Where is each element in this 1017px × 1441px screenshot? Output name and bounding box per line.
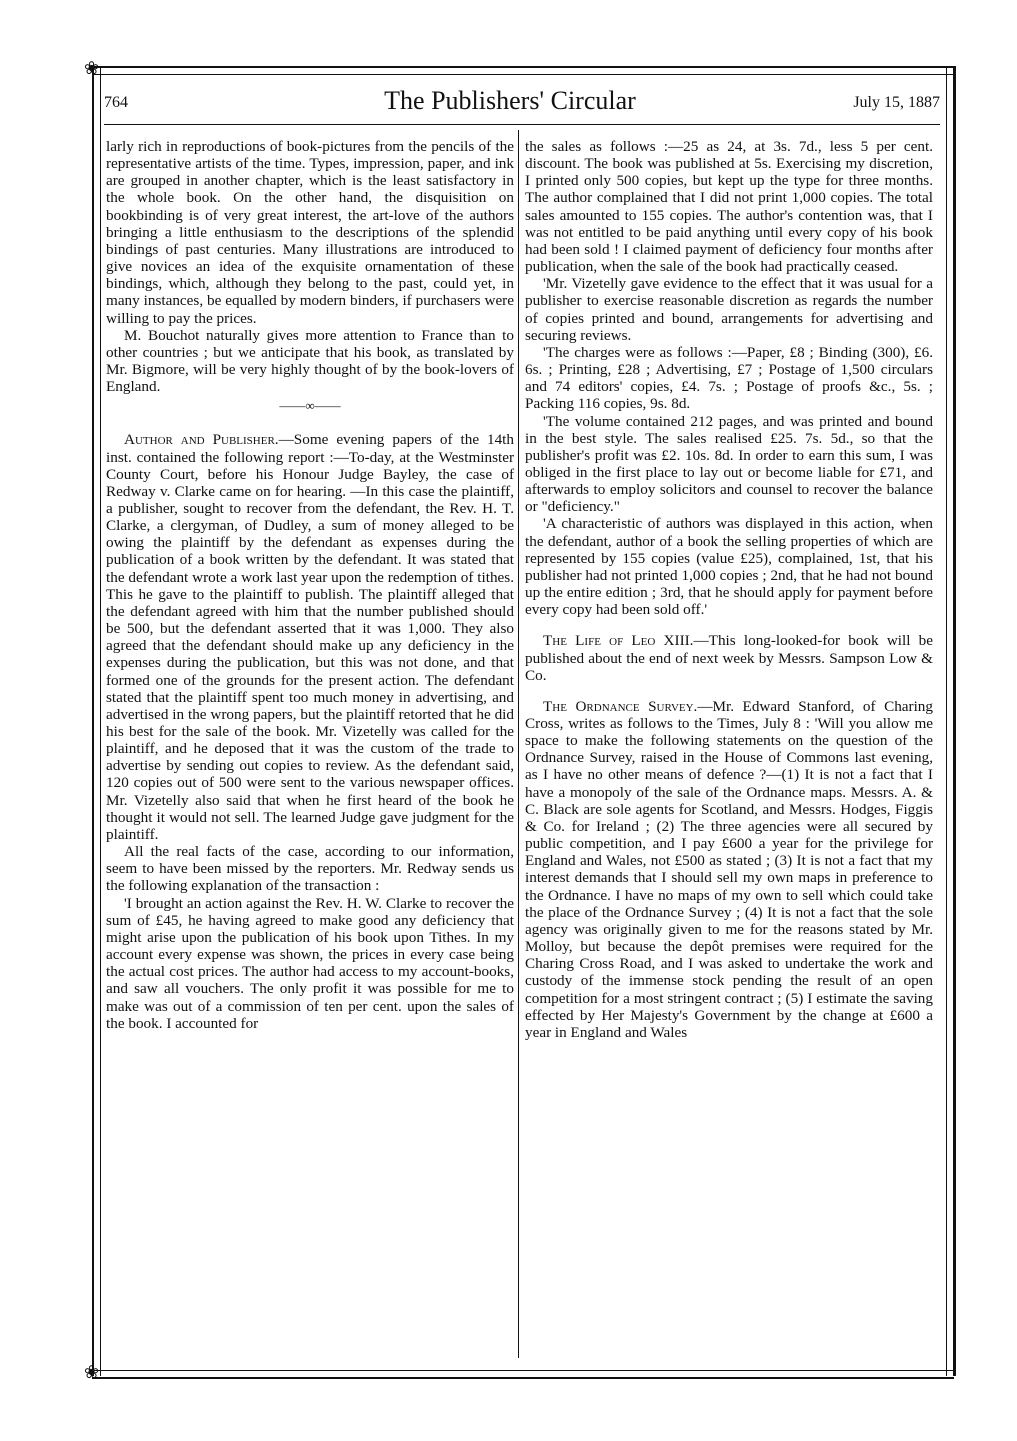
paragraph: All the real facts of the case, according to our information, seem to have been missed by the reporters. Mr. Redway sends us the following explanation of the transaction : <box>106 843 514 895</box>
section-heading: The Ordnance Survey. <box>543 697 698 715</box>
paragraph: M. Bouchot naturally gives more attention to France than to other countries ; but we anticipate that his book, as translated by Mr. Bigmore, will be very highly thought of by the book-lovers of England. <box>106 326 514 396</box>
column-divider <box>518 130 519 1358</box>
article-ordnance-survey <box>525 698 933 1041</box>
right-column <box>525 138 933 1041</box>
paragraph: 'I brought an action against the Rev. H. W. Clarke to recover the sum of £45, he having agreed to make good any deficiency that might arise upon the publication of his book upon Tithes. In my account every expense was shown, the prices in every case being the actual cost prices. The author had access to my account-books, and saw all vouchers. The only profit it was possible for me to make was out of a commission of ten per cent. upon the sales of the book. I accounted for <box>106 894 514 1032</box>
top-border-rule <box>92 66 954 75</box>
page-frame-right <box>946 66 956 1376</box>
section-divider-ornament: ——∞—— <box>279 398 341 414</box>
paragraph-text: —This long-looked-for book will be published about the end of next week by Messrs. Sampson Low & Co. <box>525 632 933 684</box>
article-author-and-publisher <box>106 431 514 843</box>
bottom-border-rule <box>92 1370 954 1379</box>
left-column <box>106 138 514 1032</box>
page-number: 764 <box>104 94 128 111</box>
paragraph: 'The volume contained 212 pages, and was printed and bound in the best style. The sales realised £25. 7s. 5d., so that the publisher's profit was £2. 10s. 8d. In order to earn this sum, I was obliged in the first place to lay out or become liable for £71, and afterwards to employ solicitors and counsel to recover the balance or "deficiency." <box>525 412 933 516</box>
page-frame-left <box>92 66 101 1376</box>
header-rule <box>104 124 940 125</box>
section-heading: The Life of Leo XIII. <box>543 632 694 650</box>
page-title: The Publishers' Circular <box>384 86 636 115</box>
corner-ornament-icon: ❀ <box>84 1362 100 1383</box>
issue-date: July 15, 1887 <box>853 94 940 111</box>
paragraph: larly rich in reproductions of book-pictures from the pencils of the representative artists of the time. Types, impression, paper, and ink are grouped in another chapter, which is the least satisfactory in the whole book. On the other hand, the disquisition on bookbinding is of very great interest, the art-love of the authors bringing a little enthusiasm to the descriptions of the splendid bindings of past centuries. Many illustrations are introduced to give novices an idea of the exquisite ornamentation of these bindings, which, although they belong to the past, could yet, in many instances, be equalled by modern binders, if purchasers were willing to pay the prices. <box>106 138 514 327</box>
paragraph: the sales as follows :—25 as 24, at 3s. 7d., less 5 per cent. discount. The book was published at 5s. Exercising my discretion, I printed only 500 copies, but kept up the type for three months. The author complained that I did not print 1,000 copies. The total sales amounted to 155 copies. The author's contention was, that I was not entitled to be paid anything until every copy of his book had been sold ! I claimed payment of deficiency four months after publication, when the sale of the book had practically ceased. <box>525 138 933 276</box>
section-heading: Author and Publisher. <box>124 431 279 449</box>
paragraph: 'The charges were as follows :—Paper, £8 ; Binding (300), £6. 6s. ; Printing, £28 ; Advertising, £7 ; Postage of 1,500 circulars and 74 editors' copies, £4. 7s. ; Postage of proofs &c., 5s. ; Packing 116 copies, 9s. 8d. <box>525 343 933 413</box>
paragraph-text: —Mr. Edward Stanford, of Charing Cross, writes as follows to the Times, July 8 : 'Will you allow me space to make the following statements on the question of the Ordnance Survey, raised in the House of Commons last evening, as I have no other means of defence ?—(1) It is not a fact that I have a monopoly of the sale of the Ordnance maps. Messrs. A. & C. Black are sole agents for Scotland, and Messrs. Hodges, Figgis & Co. for Ireland ; (2) The three agencies were all secured by public competition, and I pay £600 a year for the privilege for England and Wales, not £500 as stated ; (3) It is not a fact that my interest demands that I should sell my own maps in preference to the Ordnance. I have no maps of my own to sell which could take the place of the Ordnance Survey ; (4) It is not a fact that the sole agency was originally given to me for the reasons stated by Mr. Molloy, but because the depôt premises were required for the Charing Cross Road, and I was asked to undertake the work and custody of the immense stock pending the result of an open competition for a most stringent contract ; (5) I estimate the saving effected by Her Majesty's Government by the change at £600 a year in England and Wales <box>525 697 933 1041</box>
corner-ornament-icon: ❀ <box>84 58 100 79</box>
paragraph: 'Mr. Vizetelly gave evidence to the effect that it was usual for a publisher to exercise reasonable discretion as regards the number of copies printed and bound, arrangements for advertising and securing reviews. <box>525 275 933 344</box>
paragraph: 'A characteristic of authors was displayed in this action, when the defendant, author of a book the selling properties of which are represented by 155 copies (value £25), complained, 1st, that his publisher had not printed 1,000 copies ; 2nd, that he had not bound up the entire edition ; 3rd, that he should apply for payment before every copy had been sold off.' <box>525 515 933 619</box>
paragraph-text: —Some evening papers of the 14th inst. contained the following report :—To-day, at the Westminster County Court, before his Honour Judge Bayley, the case of Redway v. Clarke came on for hearing. —In this case the plaintiff, a publisher, sought to recover from the defendant, the Rev. H. T. Clarke, a clergyman, of Dudley, a sum of money alleged to be owing the plaintiff by the defendant as expenses during the publication of a book written by the defendant. It was stated that the defendant wrote a work last year upon the redemption of tithes. This he gave to the plaintiff to publish. The plaintiff alleged that the defendant agreed with him that the number published should be 500, but the defendant asserted that it was 1,000. They also agreed that the defendant should make up any deficiency in the expenses during the publication, but this was not done, and that formed one of the grounds for the present action. The defendant stated that the plaintiff spent too much money in advertising, and advertised in the wrong papers, but the plaintiff retorted that he did his best for the sale of the book. Mr. Vizetelly was called for the plaintiff, and he deposed that it was the custom of the trade to advertise by sending out copies to review. As the defendant said, 120 copies out of 500 were sent to the various newspaper offices. Mr. Vizetelly also said that when he first heard of the book he thought it would not sell. The learned Judge gave judgment for the plaintiff. <box>106 431 514 843</box>
article-life-of-leo <box>525 632 933 683</box>
